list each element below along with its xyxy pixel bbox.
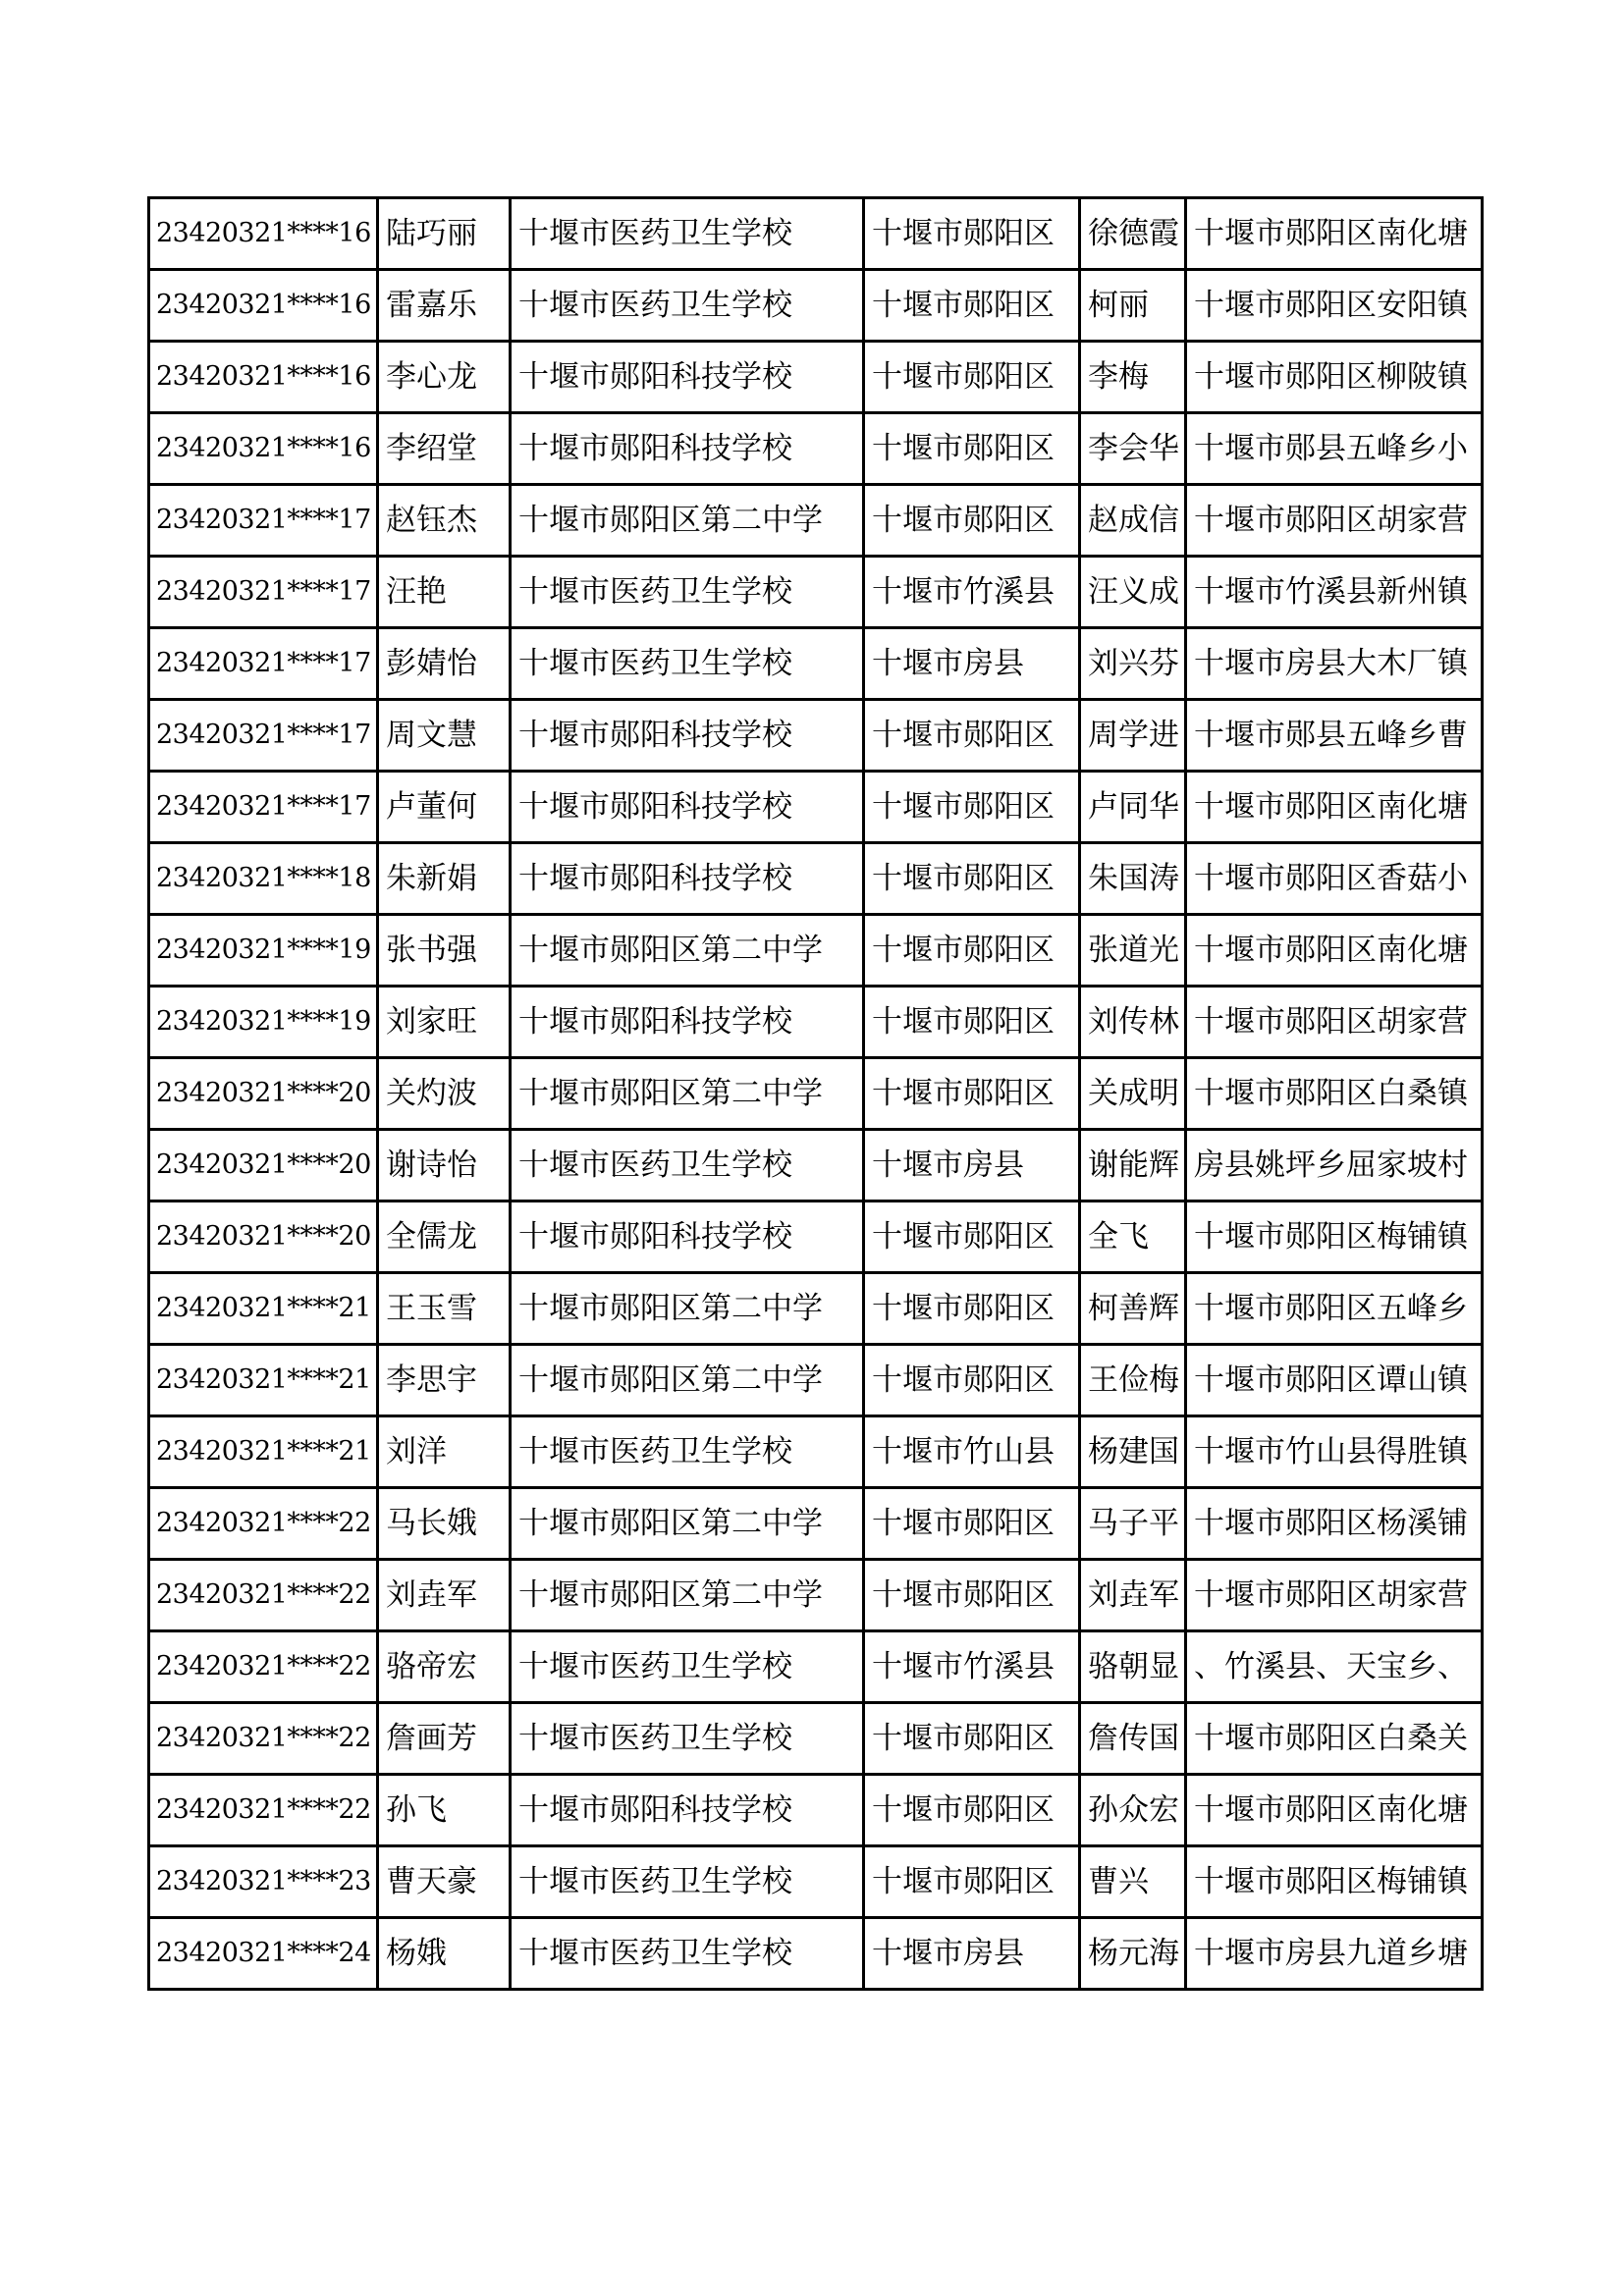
- region-cell: 十堰市郧阳区: [864, 700, 1080, 772]
- guardian-name-cell: 孙众宏: [1080, 1775, 1186, 1846]
- student-name-cell: 朱新娟: [378, 843, 511, 915]
- school-cell: 十堰市医药卫生学校: [511, 1846, 864, 1918]
- student-name-cell: 关灼波: [378, 1058, 511, 1130]
- address-cell: 十堰市郧阳区胡家营: [1186, 1560, 1483, 1631]
- region-cell: 十堰市郧阳区: [864, 413, 1080, 485]
- student-id-cell: 23420321****18: [149, 843, 378, 915]
- school-cell: 十堰市医药卫生学校: [511, 1703, 864, 1775]
- student-id-cell: 23420321****21: [149, 1273, 378, 1345]
- student-name-cell: 刘垚军: [378, 1560, 511, 1631]
- table-row: [149, 1703, 1483, 1775]
- school-cell: 十堰市郧阳区第二中学: [511, 1058, 864, 1130]
- region-cell: 十堰市郧阳区: [864, 1058, 1080, 1130]
- school-cell: 十堰市郧阳区第二中学: [511, 1488, 864, 1560]
- student-id-cell: 23420321****22: [149, 1488, 378, 1560]
- guardian-name-cell: 杨元海: [1080, 1918, 1186, 1990]
- student-name-cell: 杨娥: [378, 1918, 511, 1990]
- guardian-name-cell: 王俭梅: [1080, 1345, 1186, 1416]
- school-cell: 十堰市郧阳科技学校: [511, 987, 864, 1058]
- guardian-name-cell: 周学进: [1080, 700, 1186, 772]
- student-name-cell: 刘家旺: [378, 987, 511, 1058]
- table-row: [149, 1775, 1483, 1846]
- address-cell: 十堰市竹山县得胜镇: [1186, 1416, 1483, 1488]
- region-cell: 十堰市郧阳区: [864, 342, 1080, 413]
- region-cell: 十堰市郧阳区: [864, 198, 1080, 270]
- region-cell: 十堰市郧阳区: [864, 1201, 1080, 1273]
- region-cell: 十堰市郧阳区: [864, 915, 1080, 987]
- student-id-cell: 23420321****16: [149, 270, 378, 342]
- region-cell: 十堰市竹溪县: [864, 557, 1080, 628]
- student-id-cell: 23420321****21: [149, 1345, 378, 1416]
- student-name-cell: 赵钰杰: [378, 485, 511, 557]
- student-id-cell: 23420321****20: [149, 1058, 378, 1130]
- student-id-cell: 23420321****17: [149, 557, 378, 628]
- student-name-cell: 李心龙: [378, 342, 511, 413]
- student-id-cell: 23420321****17: [149, 628, 378, 700]
- guardian-name-cell: 李梅: [1080, 342, 1186, 413]
- guardian-name-cell: 谢能辉: [1080, 1130, 1186, 1201]
- school-cell: 十堰市医药卫生学校: [511, 557, 864, 628]
- student-name-cell: 王玉雪: [378, 1273, 511, 1345]
- school-cell: 十堰市郧阳区第二中学: [511, 1345, 864, 1416]
- guardian-name-cell: 张道光: [1080, 915, 1186, 987]
- student-name-cell: 全儒龙: [378, 1201, 511, 1273]
- guardian-name-cell: 徐德霞: [1080, 198, 1186, 270]
- student-id-cell: 23420321****20: [149, 1130, 378, 1201]
- student-name-cell: 曹天豪: [378, 1846, 511, 1918]
- student-name-cell: 汪艳: [378, 557, 511, 628]
- region-cell: 十堰市郧阳区: [864, 1488, 1080, 1560]
- student-id-cell: 23420321****16: [149, 413, 378, 485]
- address-cell: 十堰市郧阳区南化塘: [1186, 772, 1483, 843]
- student-id-cell: 23420321****17: [149, 772, 378, 843]
- address-cell: 十堰市郧阳区五峰乡: [1186, 1273, 1483, 1345]
- student-name-cell: 陆巧丽: [378, 198, 511, 270]
- table-row: [149, 1345, 1483, 1416]
- address-cell: 十堰市郧阳区柳陂镇: [1186, 342, 1483, 413]
- school-cell: 十堰市医药卫生学校: [511, 270, 864, 342]
- address-cell: 房县姚坪乡屈家坡村: [1186, 1130, 1483, 1201]
- table-row: [149, 1560, 1483, 1631]
- student-id-cell: 23420321****21: [149, 1416, 378, 1488]
- region-cell: 十堰市房县: [864, 1918, 1080, 1990]
- address-cell: 十堰市郧阳区梅铺镇: [1186, 1201, 1483, 1273]
- student-name-cell: 马长娥: [378, 1488, 511, 1560]
- student-id-cell: 23420321****17: [149, 485, 378, 557]
- student-name-cell: 詹画芳: [378, 1703, 511, 1775]
- student-name-cell: 刘洋: [378, 1416, 511, 1488]
- school-cell: 十堰市医药卫生学校: [511, 1631, 864, 1703]
- table-row: [149, 843, 1483, 915]
- student-name-cell: 孙飞: [378, 1775, 511, 1846]
- school-cell: 十堰市郧阳区第二中学: [511, 915, 864, 987]
- address-cell: 十堰市郧阳区杨溪铺: [1186, 1488, 1483, 1560]
- table-row: [149, 1201, 1483, 1273]
- student-id-cell: 23420321****16: [149, 342, 378, 413]
- school-cell: 十堰市医药卫生学校: [511, 198, 864, 270]
- student-name-cell: 卢董何: [378, 772, 511, 843]
- address-cell: 十堰市郧阳区胡家营: [1186, 987, 1483, 1058]
- region-cell: 十堰市郧阳区: [864, 270, 1080, 342]
- table-row: [149, 485, 1483, 557]
- guardian-name-cell: 马子平: [1080, 1488, 1186, 1560]
- region-cell: 十堰市郧阳区: [864, 1846, 1080, 1918]
- region-cell: 十堰市房县: [864, 1130, 1080, 1201]
- guardian-name-cell: 关成明: [1080, 1058, 1186, 1130]
- guardian-name-cell: 刘兴芬: [1080, 628, 1186, 700]
- region-cell: 十堰市郧阳区: [864, 1560, 1080, 1631]
- address-cell: 十堰市郧阳区谭山镇: [1186, 1345, 1483, 1416]
- school-cell: 十堰市医药卫生学校: [511, 1416, 864, 1488]
- region-cell: 十堰市郧阳区: [864, 987, 1080, 1058]
- region-cell: 十堰市郧阳区: [864, 1345, 1080, 1416]
- table-row: [149, 270, 1483, 342]
- address-cell: 十堰市房县大木厂镇: [1186, 628, 1483, 700]
- student-id-cell: 23420321****17: [149, 700, 378, 772]
- table-row: [149, 1846, 1483, 1918]
- student-id-cell: 23420321****20: [149, 1201, 378, 1273]
- table-row: [149, 915, 1483, 987]
- school-cell: 十堰市郧阳科技学校: [511, 700, 864, 772]
- student-id-cell: 23420321****22: [149, 1631, 378, 1703]
- guardian-name-cell: 朱国涛: [1080, 843, 1186, 915]
- student-id-cell: 23420321****22: [149, 1703, 378, 1775]
- table-row: [149, 1488, 1483, 1560]
- table-row: [149, 1631, 1483, 1703]
- guardian-name-cell: 赵成信: [1080, 485, 1186, 557]
- table-row: [149, 342, 1483, 413]
- address-cell: 十堰市郧阳区南化塘: [1186, 1775, 1483, 1846]
- roster-body: [149, 198, 1483, 1990]
- school-cell: 十堰市郧阳区第二中学: [511, 1560, 864, 1631]
- school-cell: 十堰市郧阳区第二中学: [511, 485, 864, 557]
- guardian-name-cell: 柯善辉: [1080, 1273, 1186, 1345]
- school-cell: 十堰市郧阳科技学校: [511, 413, 864, 485]
- school-cell: 十堰市医药卫生学校: [511, 628, 864, 700]
- student-name-cell: 谢诗怡: [378, 1130, 511, 1201]
- student-id-cell: 23420321****19: [149, 987, 378, 1058]
- guardian-name-cell: 刘垚军: [1080, 1560, 1186, 1631]
- student-id-cell: 23420321****19: [149, 915, 378, 987]
- student-id-cell: 23420321****23: [149, 1846, 378, 1918]
- region-cell: 十堰市郧阳区: [864, 1273, 1080, 1345]
- table-row: [149, 1058, 1483, 1130]
- region-cell: 十堰市郧阳区: [864, 1703, 1080, 1775]
- student-name-cell: 彭婧怡: [378, 628, 511, 700]
- student-name-cell: 雷嘉乐: [378, 270, 511, 342]
- school-cell: 十堰市郧阳科技学校: [511, 1775, 864, 1846]
- region-cell: 十堰市竹溪县: [864, 1631, 1080, 1703]
- table-row: [149, 1273, 1483, 1345]
- address-cell: 十堰市郧县五峰乡曹: [1186, 700, 1483, 772]
- address-cell: 十堰市竹溪县新州镇: [1186, 557, 1483, 628]
- guardian-name-cell: 刘传林: [1080, 987, 1186, 1058]
- student-id-cell: 23420321****22: [149, 1775, 378, 1846]
- region-cell: 十堰市房县: [864, 628, 1080, 700]
- address-cell: 、竹溪县、天宝乡、: [1186, 1631, 1483, 1703]
- guardian-name-cell: 卢同华: [1080, 772, 1186, 843]
- guardian-name-cell: 柯丽: [1080, 270, 1186, 342]
- table-row: [149, 557, 1483, 628]
- guardian-name-cell: 杨建国: [1080, 1416, 1186, 1488]
- table-row: [149, 1416, 1483, 1488]
- address-cell: 十堰市郧阳区白桑镇: [1186, 1058, 1483, 1130]
- guardian-name-cell: 李会华: [1080, 413, 1186, 485]
- table-row: [149, 198, 1483, 270]
- address-cell: 十堰市郧阳区白桑关: [1186, 1703, 1483, 1775]
- address-cell: 十堰市房县九道乡塘: [1186, 1918, 1483, 1990]
- address-cell: 十堰市郧阳区胡家营: [1186, 485, 1483, 557]
- table-row: [149, 628, 1483, 700]
- school-cell: 十堰市医药卫生学校: [511, 1130, 864, 1201]
- table-row: [149, 987, 1483, 1058]
- guardian-name-cell: 詹传国: [1080, 1703, 1186, 1775]
- student-id-cell: 23420321****22: [149, 1560, 378, 1631]
- address-cell: 十堰市郧阳区南化塘: [1186, 915, 1483, 987]
- school-cell: 十堰市郧阳区第二中学: [511, 1273, 864, 1345]
- table-row: [149, 413, 1483, 485]
- student-roster-table: [147, 196, 1484, 1991]
- address-cell: 十堰市郧阳区南化塘: [1186, 198, 1483, 270]
- student-id-cell: 23420321****24: [149, 1918, 378, 1990]
- guardian-name-cell: 曹兴: [1080, 1846, 1186, 1918]
- region-cell: 十堰市郧阳区: [864, 843, 1080, 915]
- address-cell: 十堰市郧县五峰乡小: [1186, 413, 1483, 485]
- school-cell: 十堰市医药卫生学校: [511, 1918, 864, 1990]
- school-cell: 十堰市郧阳科技学校: [511, 1201, 864, 1273]
- region-cell: 十堰市竹山县: [864, 1416, 1080, 1488]
- student-name-cell: 张书强: [378, 915, 511, 987]
- address-cell: 十堰市郧阳区安阳镇: [1186, 270, 1483, 342]
- guardian-name-cell: 汪义成: [1080, 557, 1186, 628]
- student-name-cell: 周文慧: [378, 700, 511, 772]
- table-row: [149, 700, 1483, 772]
- guardian-name-cell: 骆朝显: [1080, 1631, 1186, 1703]
- table-row: [149, 772, 1483, 843]
- region-cell: 十堰市郧阳区: [864, 772, 1080, 843]
- table-row: [149, 1918, 1483, 1990]
- guardian-name-cell: 全飞: [1080, 1201, 1186, 1273]
- student-name-cell: 骆帝宏: [378, 1631, 511, 1703]
- student-name-cell: 李思宇: [378, 1345, 511, 1416]
- region-cell: 十堰市郧阳区: [864, 485, 1080, 557]
- school-cell: 十堰市郧阳科技学校: [511, 342, 864, 413]
- school-cell: 十堰市郧阳科技学校: [511, 772, 864, 843]
- table-row: [149, 1130, 1483, 1201]
- region-cell: 十堰市郧阳区: [864, 1775, 1080, 1846]
- student-name-cell: 李绍堂: [378, 413, 511, 485]
- address-cell: 十堰市郧阳区梅铺镇: [1186, 1846, 1483, 1918]
- school-cell: 十堰市郧阳科技学校: [511, 843, 864, 915]
- student-id-cell: 23420321****16: [149, 198, 378, 270]
- address-cell: 十堰市郧阳区香菇小: [1186, 843, 1483, 915]
